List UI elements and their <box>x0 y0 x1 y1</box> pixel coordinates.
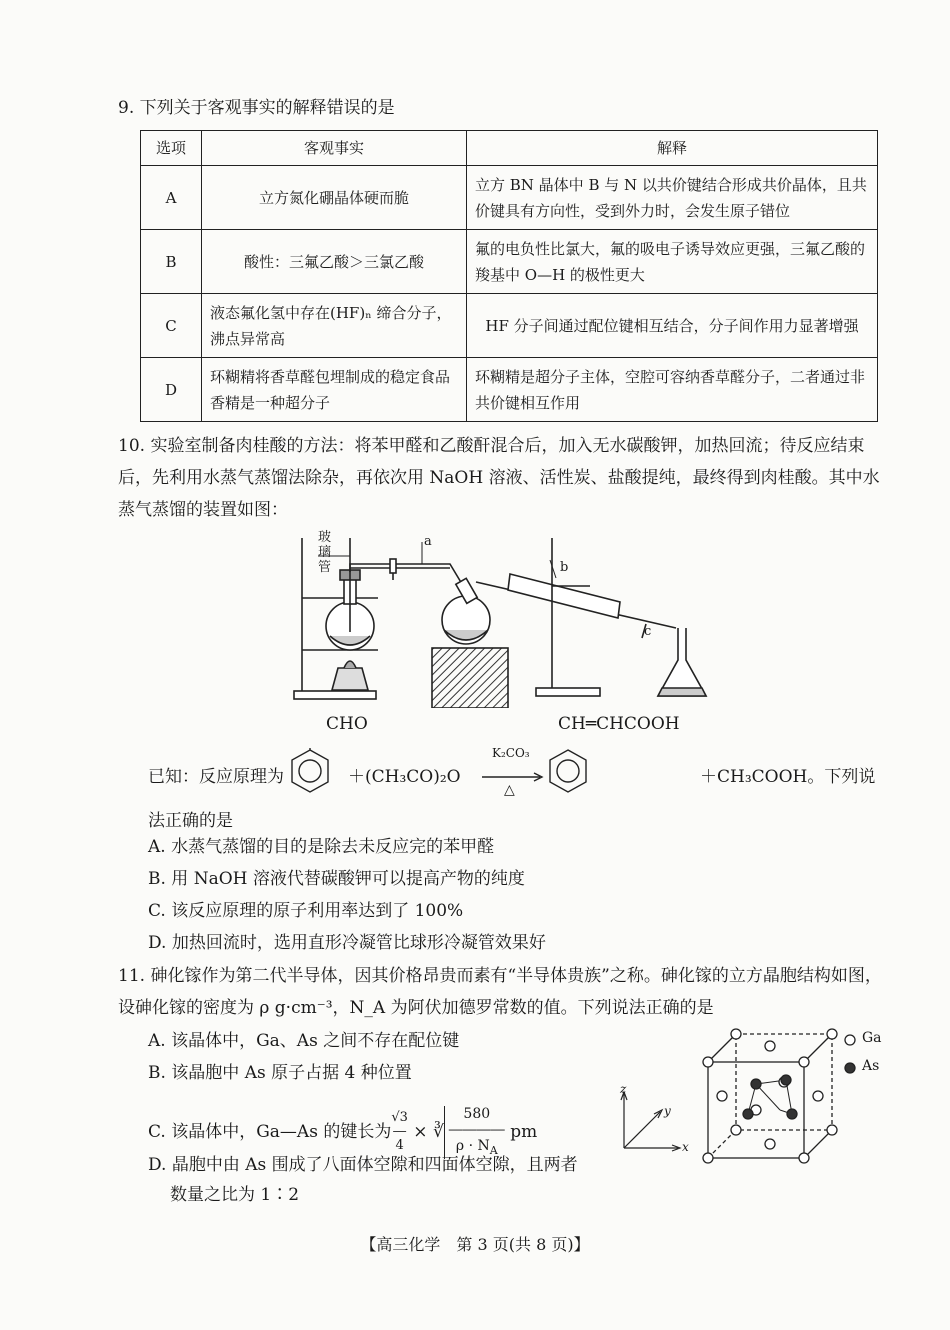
reaction-arrow-icon <box>482 772 544 782</box>
q10-option-a: A. 水蒸气蒸馏的目的是除去未反应完的苯甲醛 <box>148 837 495 857</box>
row-explanation: 立方 BN 晶体中 B 与 N 以共价键结合形成共价晶体，且共价键具有方向性，受到外力时，会发生原子错位 <box>467 166 878 230</box>
row-explanation: 氟的电负性比氯大，氟的吸电子诱导效应更强，三氟乙酸的羧基中 O—H 的极性更大 <box>467 230 878 294</box>
page-footer: 【高三化学 第 3 页(共 8 页)】 <box>360 1235 590 1254</box>
reaction-intro: 已知：反应原理为 <box>148 767 284 787</box>
row-option: B <box>141 230 202 294</box>
cinnamic-acid-group: CH═CHCOOH <box>558 714 680 734</box>
reaction-tail: 法正确的是 <box>148 811 233 831</box>
q10-option-c: C. 该反应原理的原子利用率达到了 100% <box>148 901 464 921</box>
q10-option-d: D. 加热回流时，选用直形冷凝管比球形冷凝管效果好 <box>148 933 546 953</box>
ga-legend-icon <box>844 1034 856 1046</box>
q11-option-a: A. 该晶体中，Ga、As 之间不存在配位键 <box>148 1031 460 1051</box>
q11-option-c-unit: pm <box>510 1121 538 1142</box>
q11-option-c: C. 该晶体中，Ga—As 的键长为√3 ― 4 × ∛580 ―――― $\rho \cdot N_A$ pm <box>148 1106 538 1157</box>
q9-stem: 9. 下列关于客观事实的解释错误的是 <box>118 98 395 118</box>
label-a: a <box>424 534 432 549</box>
label-b: b <box>560 560 569 575</box>
row-explanation: HF 分子间通过配位键相互结合，分子间作用力显著增强 <box>467 294 878 358</box>
benzene-ring-icon <box>290 748 330 794</box>
row-fact: 环糊精将香草醛包埋制成的稳定食品香精是一种超分子 <box>202 358 467 422</box>
reaction-equation <box>148 710 908 830</box>
heat-symbol: △ <box>504 782 515 798</box>
row-explanation: 环糊精是超分子主体，空腔可容纳香草醛分子，二者通过非共价键相互作用 <box>467 358 878 422</box>
steam-distillation-apparatus <box>290 528 730 708</box>
table-row <box>141 166 878 230</box>
ga-legend-label: Ga <box>862 1030 882 1046</box>
row-fact: 液态氟化氢中存在(HF)ₙ 缔合分子，沸点异常高 <box>202 294 467 358</box>
q11-option-c-text: C. 该晶体中，Ga—As 的键长为 <box>148 1121 392 1142</box>
as-legend-icon <box>844 1062 856 1074</box>
header-option: 选项 <box>141 131 202 166</box>
benzene-ring-icon <box>548 748 588 794</box>
table-row <box>141 358 878 422</box>
byproduct: ＋CH₃COOH。下列说 <box>700 767 876 787</box>
row-fact: 立方氮化硼晶体硬而脆 <box>202 166 467 230</box>
as-legend-label: As <box>862 1058 880 1074</box>
q10-option-b: B. 用 NaOH 溶液代替碳酸钾可以提高产物的纯度 <box>148 869 525 889</box>
q11-option-c-numerator: 580 <box>463 1106 491 1122</box>
row-option: D <box>141 358 202 422</box>
q10-stem: 10. 实验室制备肉桂酸的方法：将苯甲醛和乙酸酐混合后，加入无水碳酸钾，加热回流；待反应结束后，先利用水蒸气蒸馏法除杂，再依次用 NaOH 溶液、活性炭、盐酸提纯，最终得到肉桂酸。其中水蒸气蒸馏的装置如图： <box>118 436 880 520</box>
header-explanation: 解释 <box>467 131 878 166</box>
row-option: A <box>141 166 202 230</box>
q11-option-d-line2: 数量之比为 1∶2 <box>170 1185 300 1205</box>
catalyst-label: K₂CO₃ <box>492 746 530 760</box>
glass-tube-label: 玻璃管 <box>318 530 332 575</box>
table-row <box>141 230 878 294</box>
row-fact: 酸性：三氟乙酸＞三氯乙酸 <box>202 230 467 294</box>
axis-x-label: x <box>682 1140 689 1154</box>
cho-group: CHO <box>326 714 368 734</box>
label-c: c <box>644 624 652 639</box>
q11-stem: 11. 砷化镓作为第二代半导体，因其价格昂贵而素有“半导体贵族”之称。砷化镓的立方晶胞结构如图，设砷化镓的密度为 ρ g·cm⁻³，N_A 为阿伏加德罗常数的值。下列说法正确的是 <box>118 966 882 1018</box>
axis-z-label: z <box>620 1082 627 1096</box>
gaas-unit-cell-diagram <box>696 1022 846 1172</box>
q11-option-b: B. 该晶胞中 As 原子占据 4 种位置 <box>148 1063 412 1083</box>
q9-table <box>140 130 878 422</box>
row-option: C <box>141 294 202 358</box>
axis-y-label: y <box>664 1104 671 1118</box>
header-fact: 客观事实 <box>202 131 467 166</box>
reagent-anhydride: ＋(CH₃CO)₂O <box>348 767 461 787</box>
q11-option-d-line1: D. 晶胞中由 As 围成了八面体空隙和四面体空隙，且两者 <box>148 1155 578 1175</box>
table-row <box>141 294 878 358</box>
